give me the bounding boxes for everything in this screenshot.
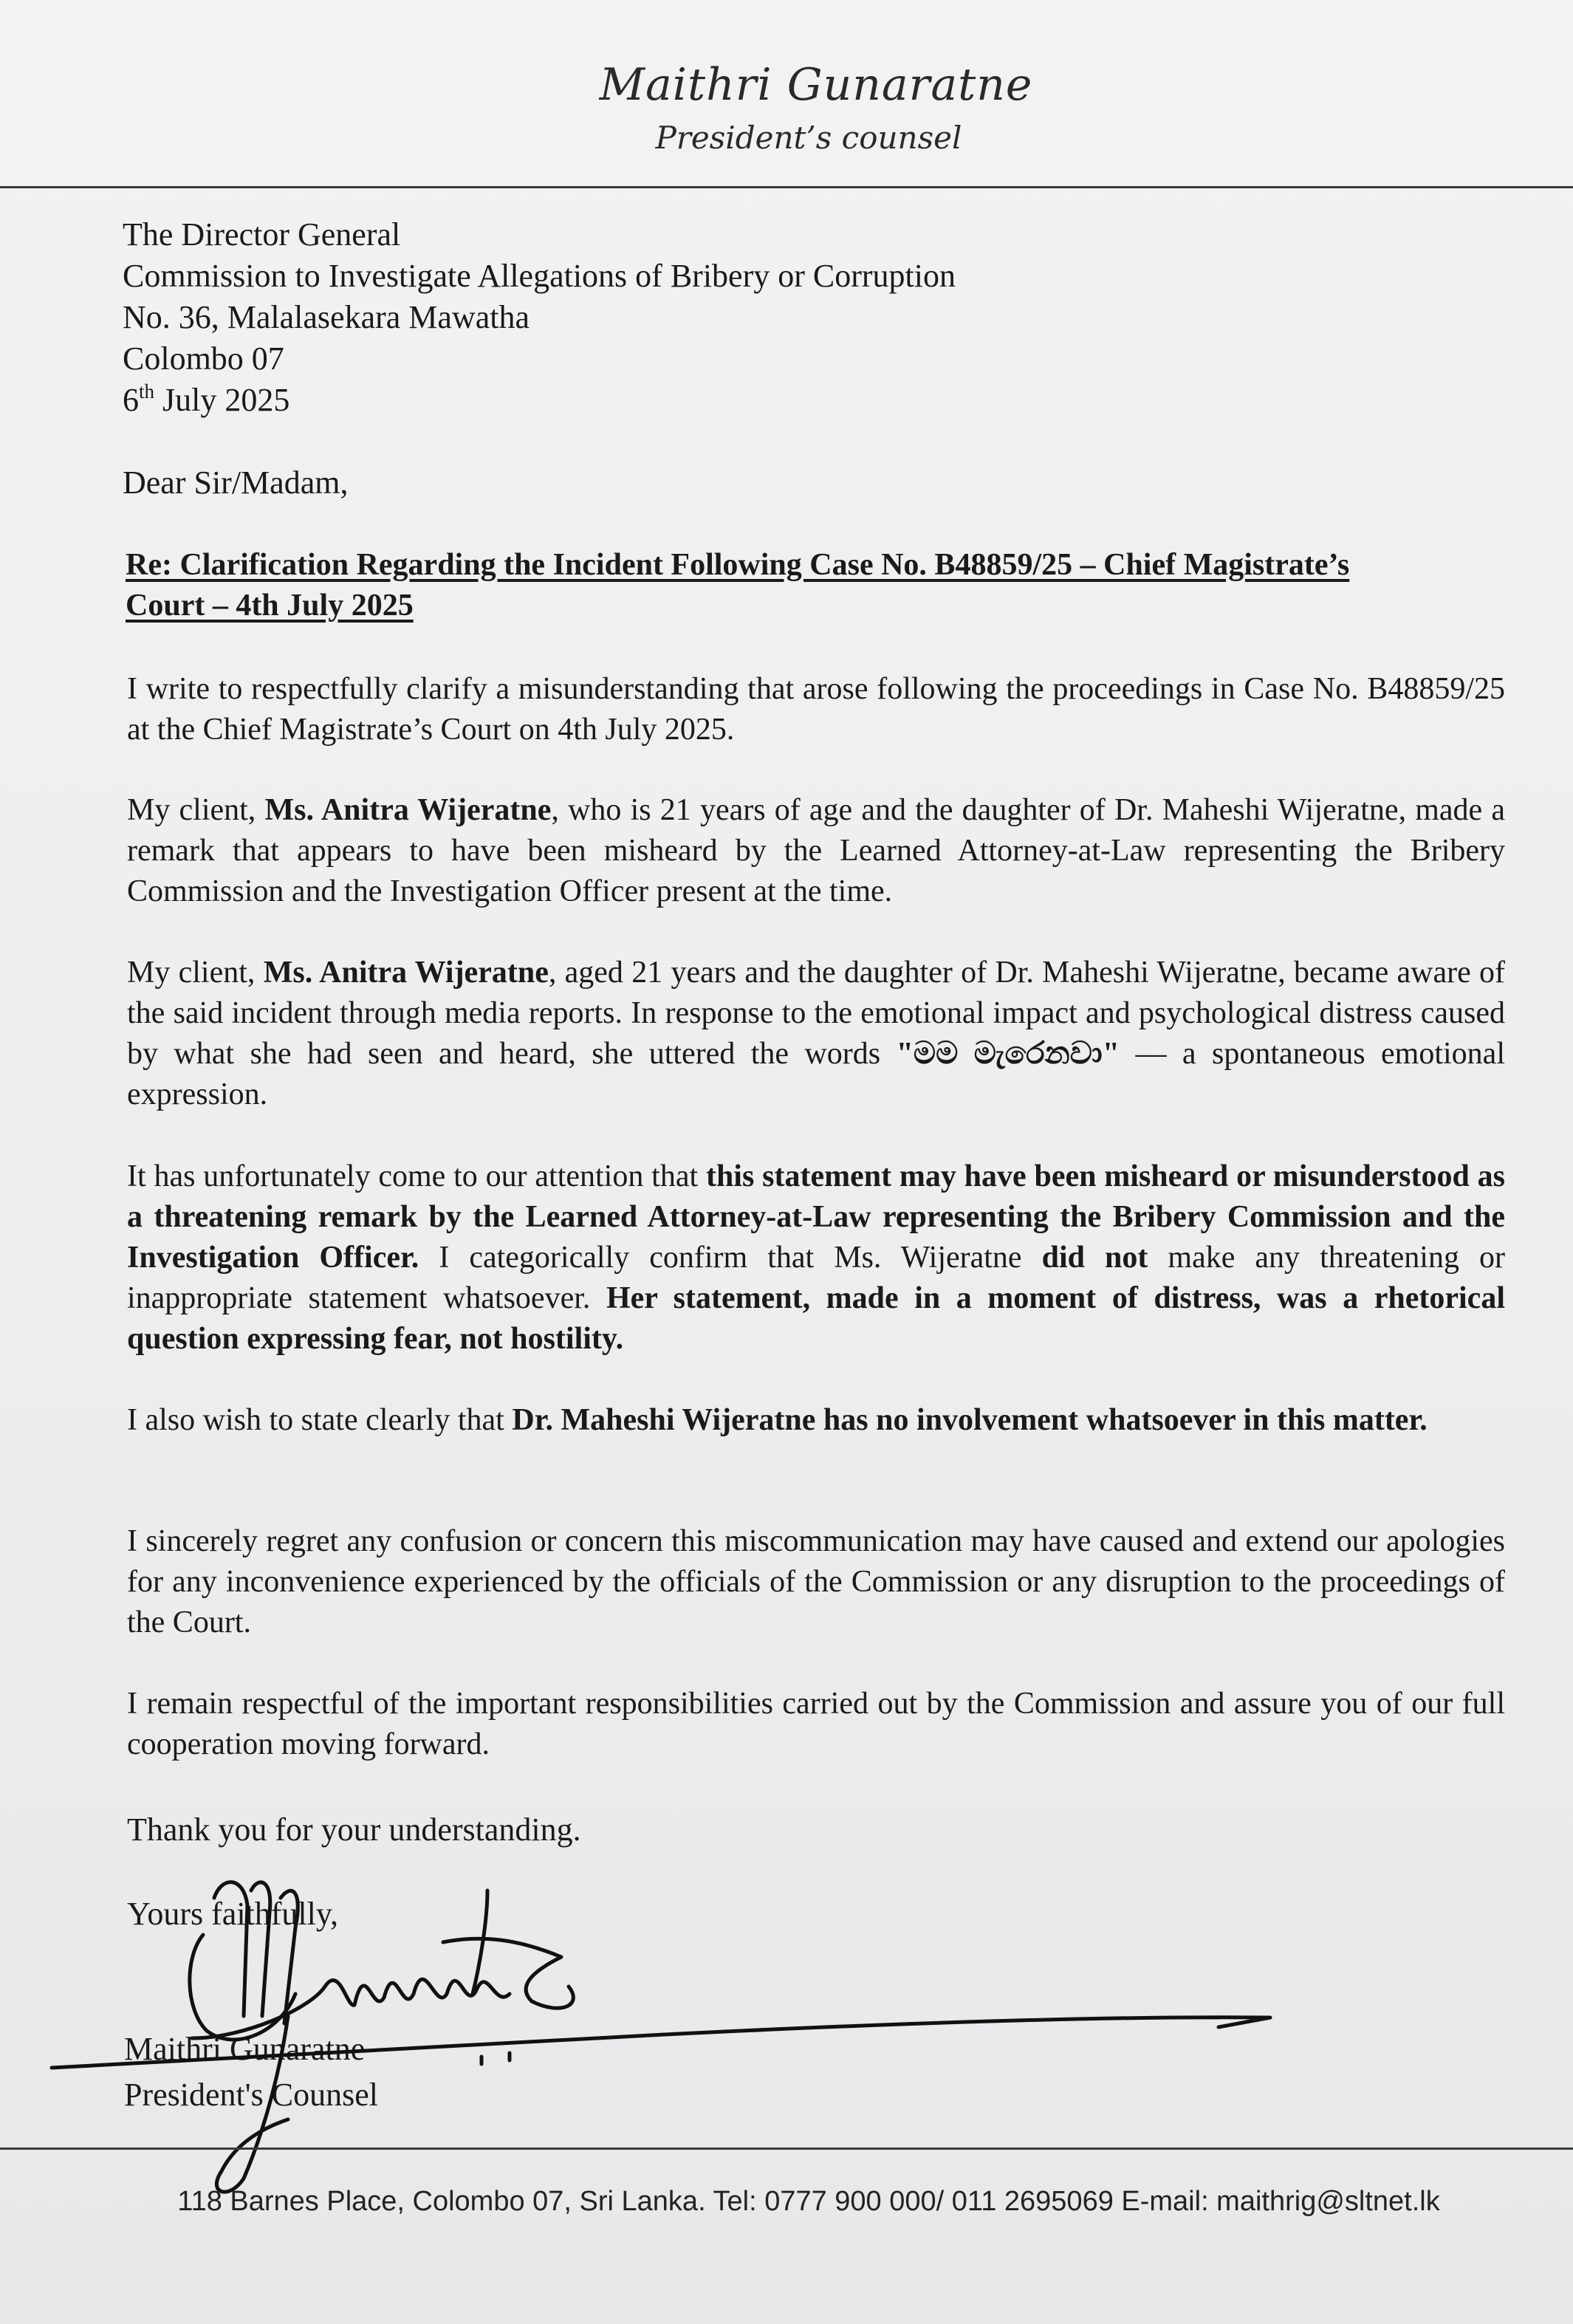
header-divider bbox=[0, 186, 1573, 188]
p2-text-a: My client, bbox=[127, 793, 265, 827]
p4-bold-d: did not bbox=[1041, 1241, 1148, 1275]
letter-date bbox=[123, 380, 956, 421]
p5-text-a: I also wish to state clearly that bbox=[127, 1403, 513, 1437]
p5-bold-b: Dr. Maheshi Wijeratne has no involvement whatsoever in this matter. bbox=[512, 1403, 1428, 1437]
date-day: 6 bbox=[123, 382, 139, 418]
p3-quoted-words: "මම මැරෙනවා" bbox=[896, 1037, 1120, 1071]
salutation: Dear Sir/Madam, bbox=[123, 465, 349, 501]
recipient-line-2: Commission to Investigate Allegations of Bribery or Corruption bbox=[123, 258, 956, 294]
paragraph-5 bbox=[127, 1400, 1505, 1441]
p3-client-name: Ms. Anitra Wijeratne bbox=[263, 956, 549, 990]
p3-text-c: , aged 21 years and the daughter of Dr. Maheshi Wijeratne, became aware of the said incident through media reports. In response to the emotional impact and psychological distress caused by what she had seen and heard, she uttered the words bbox=[127, 956, 1506, 1071]
recipient-line-1: The Director General bbox=[123, 216, 401, 253]
date-rest: July 2025 bbox=[154, 382, 290, 418]
letterhead-title: President’s counsel bbox=[655, 120, 962, 156]
date-suffix: th bbox=[139, 380, 155, 402]
footer-contact: 118 Barnes Place, Colombo 07, Sri Lanka. Tel: 0777 900 000/ 011 2695069 E-mail: maithrig@sltnet.lk bbox=[177, 2186, 1440, 2217]
recipient-address bbox=[123, 214, 956, 421]
p3-text-e: — a spontaneous emotional expression. bbox=[127, 1037, 1505, 1111]
paragraph-4 bbox=[127, 1156, 1505, 1360]
paragraph-7: I remain respectful of the important responsibilities carried out by the Commission and assure you of our full cooperation moving forward. bbox=[127, 1687, 1505, 1761]
signatory-name: Maithri Gunaratne bbox=[124, 2031, 366, 2067]
p4-bold-b: this statement may have been misheard or misunderstood as a threatening remark by the Learned Attorney-at-Law representing the Bribery Commission and the Investigation Officer. bbox=[127, 1159, 1505, 1275]
signatory-title: President's Counsel bbox=[124, 2077, 379, 2113]
letterhead-name: Maithri Gunaratne bbox=[599, 59, 1033, 111]
p4-text-a: It has unfortunately come to our attention that bbox=[127, 1159, 706, 1193]
recipient-line-4: Colombo 07 bbox=[123, 340, 284, 377]
paragraph-1: I write to respectfully clarify a misunderstanding that arose following the proceedings in Case No. B48859/25 at the Chief Magistrate’s Court on 4th July 2025. bbox=[127, 672, 1505, 747]
paragraph-6: I sincerely regret any confusion or concern this miscommunication may have caused and extend our apologies for any inconvenience experienced by the officials of the Commission or any disruption to the proceedings of the Court. bbox=[127, 1524, 1505, 1639]
p4-text-e: make any threatening or inappropriate statement whatsoever. bbox=[127, 1241, 1505, 1315]
paragraph-2 bbox=[127, 790, 1505, 912]
valediction: Yours faithfully, bbox=[127, 1896, 339, 1932]
recipient-line-3: No. 36, Malalasekara Mawatha bbox=[123, 299, 530, 335]
footer-divider bbox=[0, 2148, 1573, 2150]
p3-text-a: My client, bbox=[127, 956, 264, 990]
closing-line: Thank you for your understanding. bbox=[127, 1811, 581, 1848]
p4-text-c: I categorically confirm that Ms. Wijeratne bbox=[419, 1241, 1042, 1275]
p2-client-name: Ms. Anitra Wijeratne bbox=[264, 793, 552, 827]
p2-text-c: , who is 21 years of age and the daughter of Dr. Maheshi Wijeratne, made a remark that appears to have been misheard by the Learned Attorney-at-Law representing the Bribery Commission and the Investigation Officer present at the time. bbox=[127, 793, 1506, 908]
letterhead bbox=[0, 59, 1573, 156]
signatory-block bbox=[124, 2026, 378, 2118]
paragraph-3 bbox=[127, 953, 1505, 1115]
p4-bold-f: Her statement, made in a moment of distress, was a rhetorical question expressing fear, not hostility. bbox=[127, 1281, 1505, 1356]
subject-line-1: Re: Clarification Regarding the Incident Following Case No. B48859/25 – Chief Magistrate’s bbox=[126, 548, 1350, 582]
subject-line bbox=[126, 545, 1507, 626]
subject-line-2: Court – 4th July 2025 bbox=[126, 589, 414, 623]
